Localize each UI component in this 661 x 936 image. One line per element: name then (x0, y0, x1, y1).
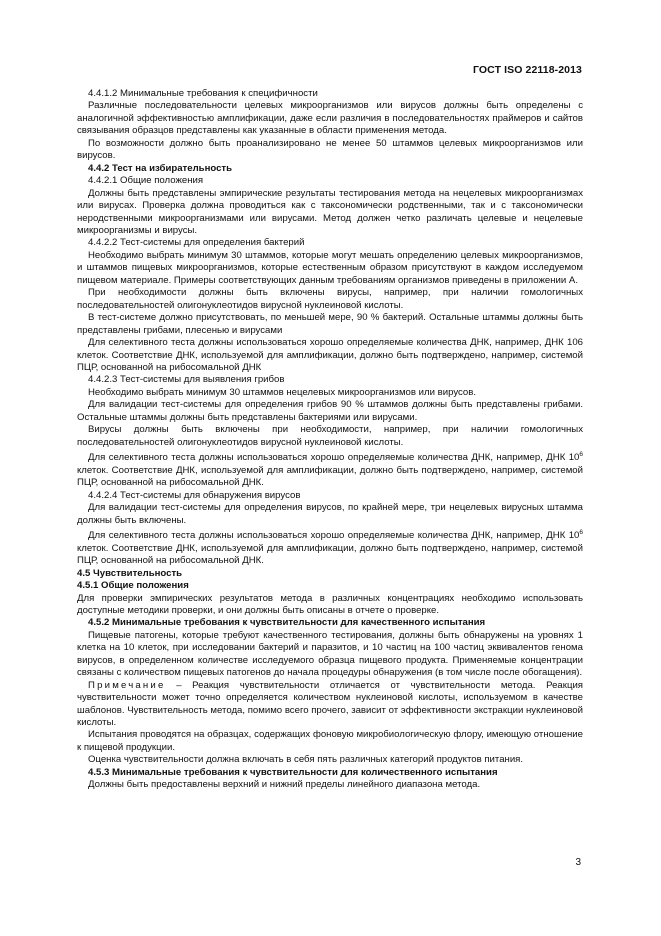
heading-4-5-2: 4.5.2 Минимальные требования к чувствительности для качественного испытания (88, 617, 486, 629)
heading-4-5-3: 4.5.3 Минимальные требования к чувствительности для количественного испытания (88, 766, 498, 778)
heading-4-4-1-2: 4.4.1.2 Минимальные требования к специфичности (88, 88, 318, 99)
paragraph (77, 449, 583, 490)
document-body (77, 88, 583, 792)
paragraph (77, 527, 583, 568)
paragraph: Оценка чувствительности должна включать в себя пять различных категорий продуктов питания. (88, 754, 524, 766)
paragraph: Испытания проводятся на образцах, содержащих фоновую микробиологическую флору, имеющую отношение к пищевой продукции. (77, 729, 583, 753)
note-label: Примечание (88, 679, 166, 691)
heading-4-4-2: 4.4.2 Тест на избирательность (88, 162, 233, 174)
paragraph: Для проверки эмпирических результатов метода в различных концентрациях необходимо использовать доступные методики проверки, и они должны быть описаны в отчете о проверке. (77, 592, 583, 616)
heading-4-4-2-1: 4.4.2.1 Общие положения (88, 175, 204, 187)
paragraph: Для селективного теста должны использоваться хорошо определяемые количества ДНК, например, ДНК 106 клеток. Соответствие ДНК, используемой для амплификации, должно быть подтверждено, например, системой ПЦР, основанной на рибосомальной ДНК (77, 337, 583, 373)
paragraph: Должны быть представлены эмпирические результаты тестирования метода на нецелевых микроорганизмах или вирусах. Проверка должна проводиться как с таксономически родственными, так и с таксономически неродственными микроорганизмами или вирусами. Метод должен четко различать целевые и нецелевые микроорганизмы и вирусы. (77, 187, 583, 236)
paragraph: Необходимо выбрать минимум 30 штаммов, которые могут мешать определению целевых микроорганизмов, и штаммов пищевых микроорганизмов, которые естественным образом присутствуют в каждом исследуемом пищевом материале. Примеры соответствующих данным требованиям организмов приведены в приложении А. (77, 249, 583, 286)
paragraph: Необходимо выбрать минимум 30 штаммов нецелевых микроорганизмов или вирусов. (88, 386, 477, 398)
paragraph: По возможности должно быть проанализировано не менее 50 штаммов целевых микроорганизмов или вирусов. (77, 137, 583, 162)
heading-4-4-2-4: 4.4.2.4 Тест-системы для обнаружения вирусов (88, 489, 301, 501)
text-segment: Для селективного теста должны использоваться хорошо определяемые количества ДНК, например, ДНК 10 (88, 452, 580, 464)
paragraph: При необходимости должны быть включены вирусы, например, при наличии гомологичных последовательностей олигонуклеотидов вирусной нуклеиновой кислоты. (77, 287, 583, 311)
heading-4-5-1: 4.5.1 Общие положения (77, 580, 189, 592)
paragraph: В тест-системе должно присутствовать, по меньшей мере, 90 % бактерий. Остальные штаммы должны быть представлены грибами, плесенью и вирусами (77, 312, 583, 336)
text-segment: Для селективного теста должны использоваться хорошо определяемые количества ДНК, например, ДНК 10 (88, 530, 580, 542)
document-header: ГОСТ ISO 22118-2013 (472, 64, 582, 76)
paragraph: Вирусы должны быть включены при необходимости, например, при наличии гомологичных последовательностей олигонуклеотидов вирусной нуклеиновой кислоты. (77, 424, 583, 448)
paragraph: Пищевые патогены, которые требуют качественного тестирования, должны быть обнаружены на уровнях 1 клетка на 10 клеток, при исследовании бактерий и паразитов, и 10 частиц на 100 частиц эквивалентов генома вирусов, в определенном количестве исследуемого образца пищевого продукта. Применяемые концентрации связаны с количеством пищевых патогенов до начала процедуры обнаружения (в том числе после обогащения). (77, 629, 583, 679)
page-number: 3 (575, 857, 581, 868)
paragraph: Должны быть предоставлены верхний и нижний пределы линейного диапазона метода. (88, 779, 481, 791)
text-segment: – Реакция чувствительности отличается от чувствительности метода. Реакция чувствительности может точно определяется количеством нуклеиновой кислоты, используемом в качестве шаблонов. Чувствительность метода, помимо всего прочего, зависит от эффективности экстракции нуклеиновой кислоты. (77, 679, 583, 729)
paragraph: Для валидации тест-системы для определения вирусов, по крайней мере, три нецелевых вирусных штамма должны быть включены. (77, 502, 583, 526)
text-segment: клеток. Соответствие ДНК, используемой для амплификации, должно быть подтверждено, например, системой ПЦР, основанной на рибосомальной ДНК. (77, 464, 583, 489)
text-segment: клеток. Соответствие ДНК, используемой для амплификации, должно быть подтверждено, например, системой ПЦР, основанной на рибосомальной ДНК. (77, 542, 583, 567)
superscript: 6 (579, 529, 583, 537)
heading-4-4-2-2: 4.4.2.2 Тест-системы для определения бактерий (88, 237, 305, 249)
superscript: 6 (579, 451, 583, 459)
paragraph: Различные последовательности целевых микроорганизмов или вирусов должны быть определены с аналогичной эффективностью амплификации, даже если различия в последовательностях праймеров и сайтов связывания образцов представлены как указанные в области применения метода. (77, 100, 583, 137)
paragraph: Для валидации тест-системы для определения грибов 90 % штаммов должны быть представлены грибами. Остальные штаммы должны быть представлены бактериями или вирусами. (77, 399, 583, 423)
heading-4-4-2-3: 4.4.2.3 Тест-системы для выявления грибов (88, 374, 285, 386)
heading-4-5: 4.5 Чувствительность (77, 567, 183, 579)
note-paragraph (77, 680, 583, 730)
